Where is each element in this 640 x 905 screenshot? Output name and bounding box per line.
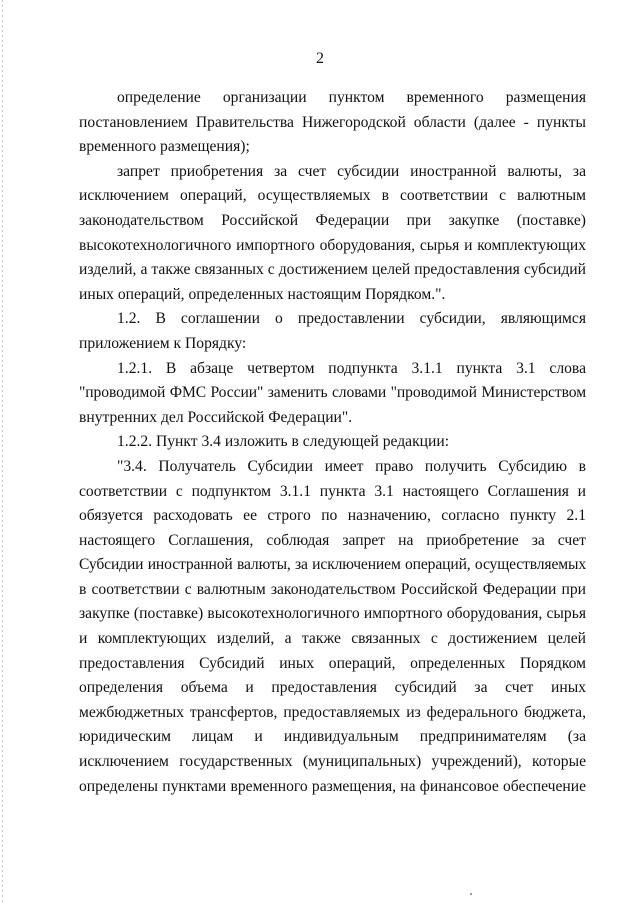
paragraph-1-2-2	[79, 430, 586, 455]
text-line: исключением государственных (муниципальных) учреждений), которые	[79, 753, 586, 771]
text-line: межбюджетных трансфертов, предоставляемых из федерального бюджета,	[79, 703, 586, 721]
paragraph-1-2	[79, 307, 586, 356]
text-line: постановлением Правительства Нижегородской области (далее - пункты	[79, 113, 586, 131]
paragraph-3-4-quote	[79, 455, 586, 799]
text-line: обязуется расходовать ее строго по назначению, согласно пункту 2.1	[79, 507, 586, 525]
text-line: настоящего Соглашения, соблюдая запрет на приобретение за счет	[79, 531, 586, 549]
text-line: определение организации пунктом временного размещения	[117, 89, 586, 106]
text-line: приложением к Порядку:	[79, 334, 247, 352]
text-line: иных операций, определенных настоящим Порядком.".	[79, 285, 446, 303]
text-line: внутренних дел Российской Федерации".	[79, 408, 353, 426]
text-line: "проводимой ФМС России" заменить словами "проводимой Министерством	[79, 384, 586, 402]
text-line: юридическим лицам и индивидуальным предпринимателям (за	[79, 728, 586, 746]
text-line: определения объема и предоставления субсидий за счет иных	[79, 679, 586, 697]
text-line: Субсидии иностранной валюты, за исключением операций, осуществляемых	[79, 556, 586, 574]
document-body	[79, 86, 586, 799]
scan-edge-artifact	[2, 0, 3, 905]
text-line: в соответствии с валютным законодательством Российской Федерации при	[79, 580, 586, 598]
scan-speck-artifact	[470, 893, 472, 895]
text-line: законодательством Российской Федерации при закупке (поставке)	[79, 211, 586, 229]
paragraph-1-2-1	[79, 357, 586, 431]
text-line: изделий, а также связанных с достижением целей предоставления субсидий	[79, 261, 586, 279]
text-line: 1.2.1. В абзаце четвертом подпункта 3.1.1 пункта 3.1 слова	[117, 359, 586, 377]
text-line: соответствии с подпунктом 3.1.1 пункта 3.1 настоящего Соглашения и	[79, 482, 586, 500]
paragraph-currency-ban	[79, 160, 586, 308]
text-line: высокотехнологичного импортного оборудования, сырья и комплектующих	[79, 236, 586, 254]
page-number: 2	[316, 50, 324, 67]
paragraph-continuation	[79, 86, 586, 160]
text-line: временного размещения);	[79, 138, 250, 156]
text-line: предоставления Субсидий иных операций, определенных Порядком	[79, 654, 586, 672]
text-line: "3.4. Получатель Субсидии имеет право получить Субсидию в	[117, 457, 586, 475]
text-line: определены пунктами временного размещения, на финансовое обеспечение	[79, 777, 586, 795]
text-line: закупке (поставке) высокотехнологичного импортного оборудования, сырья	[79, 605, 586, 623]
text-line: исключением операций, осуществляемых в соответствии с валютным	[79, 187, 586, 205]
text-line: 1.2.2. Пункт 3.4 изложить в следующей редакции:	[117, 433, 450, 451]
text-line: запрет приобретения за счет субсидии иностранной валюты, за	[117, 162, 586, 180]
text-line: 1.2. В соглашении о предоставлении субсидии, являющимся	[117, 310, 586, 328]
text-line: и комплектующих изделий, а также связанных с достижением целей	[79, 630, 586, 648]
